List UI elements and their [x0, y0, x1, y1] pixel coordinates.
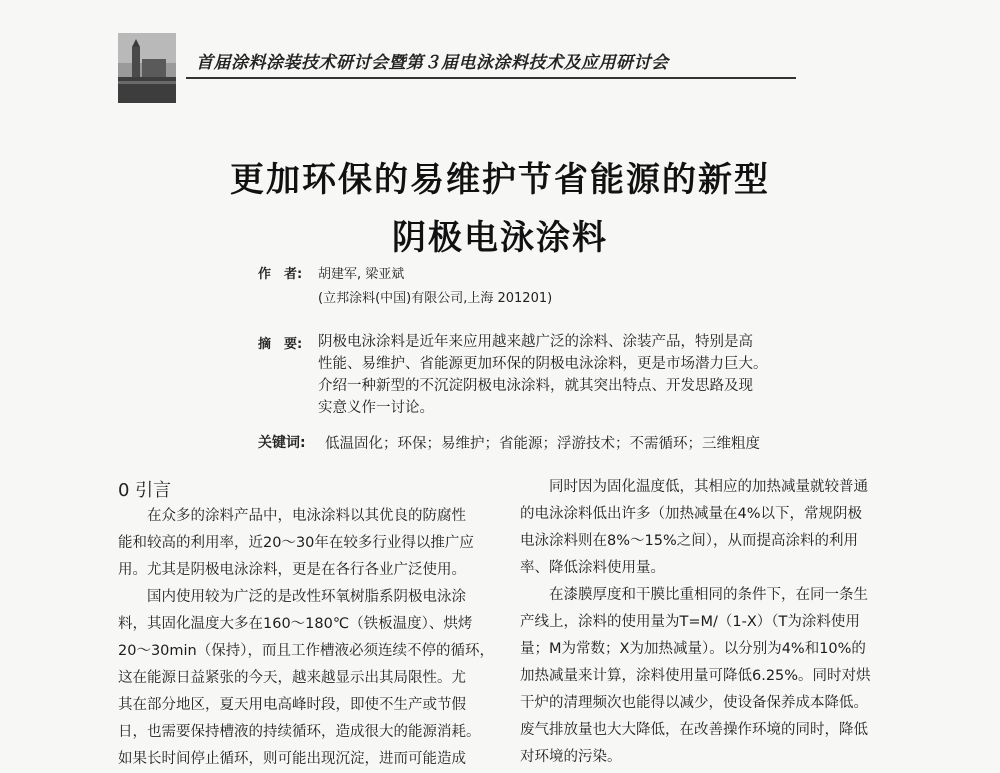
body-line: 的电泳涂料低出许多（加热减量在4%以下，常规阴极	[520, 506, 863, 522]
section-heading: 0 引言	[118, 480, 172, 501]
body-line: 率、降低涂料使用量。	[520, 560, 665, 576]
body-line: 电泳涂料则在8%～15%之间），从而提高涂料的利用	[520, 533, 858, 549]
body-line: 这在能源日益紧张的今天，越来越显示出其局限性。尤	[118, 670, 466, 686]
body-line: 在漆膜厚度和干膜比重相同的条件下，在同一条生	[520, 587, 868, 603]
authors-names: 胡建军, 梁亚斌	[318, 267, 405, 282]
body-line: 用。尤其是阴极电泳涂料，更是在各行各业广泛使用。	[118, 562, 466, 578]
body-line: 日，也需要保持槽液的持续循环，造成很大的能源消耗。	[118, 724, 481, 740]
header-photo	[118, 33, 176, 103]
abstract-line: 实意义作一讨论。	[318, 400, 434, 416]
body-column-right	[520, 474, 900, 771]
abstract-line: 介绍一种新型的不沉淀阴极电泳涂料，就其突出特点、开发思路及现	[318, 378, 753, 394]
body-line: 量；M为常数；X为加热减量）。以分别为4%和10%的	[520, 641, 866, 657]
body-line: 废气排放量也大大降低，在改善操作环境的同时，降低	[520, 722, 868, 738]
paper-title-line-1: 更加环保的易维护节省能源的新型	[230, 160, 770, 200]
body-line: 如果长时间停止循环，则可能出现沉淀，进而可能造成	[118, 751, 466, 767]
body-line: 料，其固化温度大多在160～180℃（铁板温度）、烘烤	[118, 616, 473, 632]
abstract-line: 性能、易维护、省能源更加环保的阴极电泳涂料，更是市场潜力巨大。	[318, 356, 768, 372]
keywords-text: 低温固化；环保；易维护；省能源；浮游技术；不需循环；三维粗度	[325, 436, 760, 452]
body-line: 国内使用较为广泛的是改性环氧树脂系阴极电泳涂	[118, 589, 466, 605]
body-line: 加热减量来计算，涂料使用量可降低6.25%。同时对烘	[520, 668, 871, 684]
abstract-line: 阴极电泳涂料是近年来应用越来越广泛的涂料、涂装产品，特别是高	[318, 334, 753, 350]
body-line: 干炉的清理频次也能得以减少，使设备保养成本降低。	[520, 695, 868, 711]
body-column-left	[118, 503, 498, 773]
body-line: 对环境的污染。	[520, 749, 622, 765]
body-line: 能和较高的利用率，近20～30年在较多行业得以推广应	[118, 535, 474, 551]
body-line: 其在部分地区，夏天用电高峰时段，即使不生产或节假	[118, 697, 466, 713]
body-line: 在众多的涂料产品中，电泳涂料以其优良的防腐性	[118, 508, 466, 524]
paper-title-line-2: 阴极电泳涂料	[392, 218, 608, 258]
body-line: 产线上，涂料的使用量为T=M/（1-X）（T为涂料使用	[520, 614, 860, 630]
abstract-body	[318, 331, 778, 419]
abstract-label: 摘 要:	[258, 337, 303, 352]
running-header: 首届涂料涂装技术研讨会暨第３届电泳涂料技术及应用研讨会	[196, 53, 669, 73]
header-rule	[186, 77, 796, 79]
authors-label: 作 者:	[258, 267, 303, 282]
body-line: 同时因为固化温度低，其相应的加热减量就较普通	[520, 479, 868, 495]
authors-affiliation: (立邦涂料(中国)有限公司,上海 201201)	[318, 291, 553, 306]
keywords-label: 关键词:	[258, 435, 306, 451]
body-line: 20～30min（保持），而且工作槽液必须连续不停的循环，	[118, 643, 494, 659]
